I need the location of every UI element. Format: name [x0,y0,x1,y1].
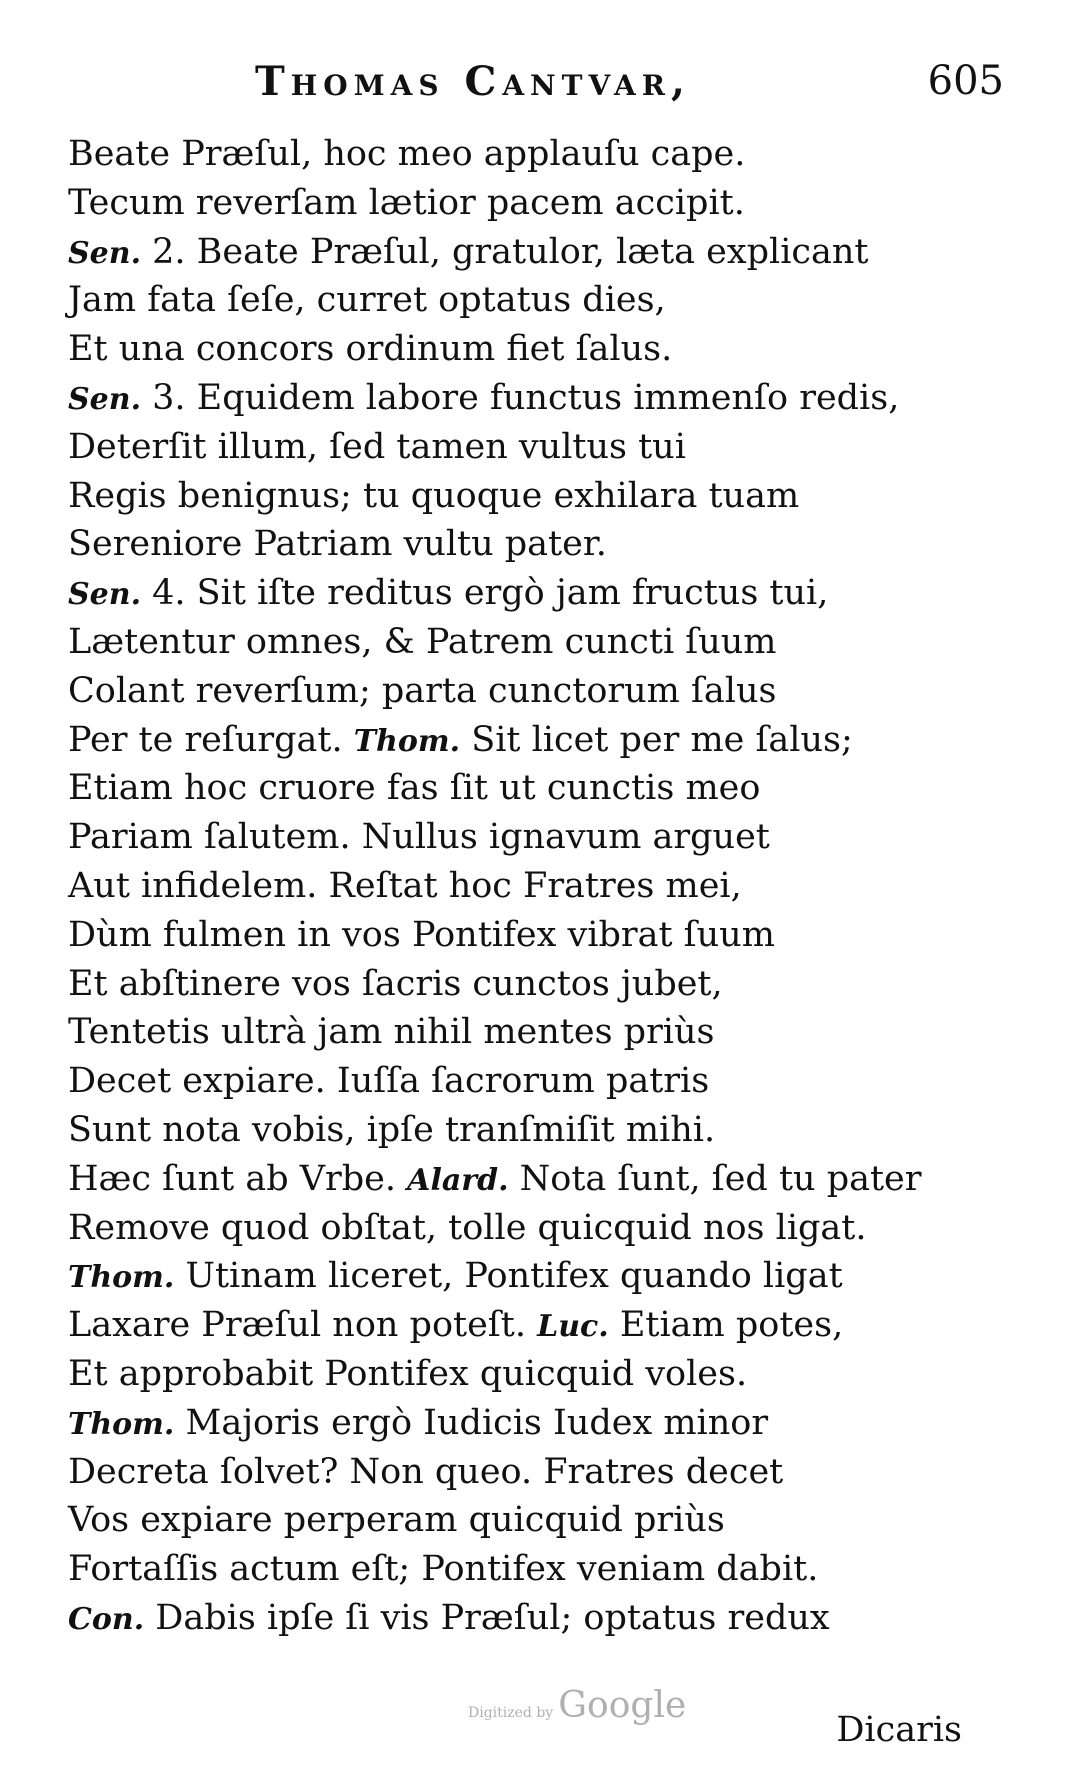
verse-text: Majoris ergò Iudicis Iudex minor [185,1402,769,1443]
text-line [68,764,968,813]
text-line [68,276,968,325]
verse-text: Vos expiare perperam quicquid priùs [68,1500,725,1541]
verse-text: Regis benignus; tu quoque exhilara tuam [68,475,800,516]
speaker-label: Sen. [68,381,142,417]
text-line [68,1057,968,1106]
verse-text: Decreta ſolvet? Non queo. Fratres decet [68,1451,784,1492]
verse-text: Colant reverſum; parta cunctorum ſalus [68,670,777,711]
verse-text: Sit licet per me ſalus; [471,719,853,760]
speaker-label: Luc. [537,1309,609,1345]
speaker-label: Thom. [68,1406,175,1442]
verse-text: Utinam liceret, Pontifex quando ligat [185,1256,843,1297]
google-logo: Google [558,1685,687,1726]
speaker-label: Sen. [68,577,142,613]
verse-text: Sereniore Patriam vultu pater. [68,524,607,565]
verse-text: Tentetis ultrà jam nihil mentes priùs [68,1012,715,1053]
text-line [68,911,968,960]
verse-text: Et una concors ordinum fiet ſalus. [68,329,673,370]
verse-text: 4. Sit iſte reditus ergò jam fructus tui, [152,573,829,614]
text-line [68,1301,968,1350]
speaker-label: Thom. [353,723,461,759]
text-line [68,1155,968,1204]
verse-text: Nota ſunt, ſed tu pater [519,1158,922,1199]
speaker-label: Alard. [407,1162,509,1198]
verse-text: 2. Beate Præſul, gratulor, læta explicant [152,231,869,272]
text-line [68,374,968,423]
text-line [68,423,968,472]
text-line [68,1252,968,1301]
text-line [68,1399,968,1448]
verse-text: Aut infidelem. Reſtat hoc Fratres mei, [68,865,742,906]
text-line [68,1448,968,1497]
text-line [68,325,968,374]
text-line [68,472,968,521]
verse-text: Hæc ſunt ab Vrbe. [68,1158,397,1199]
page-header [255,58,1004,110]
verse-text: Jam fata ſeſe, curret optatus dies, [68,280,666,321]
text-line [68,813,968,862]
digitization-watermark [468,1685,686,1726]
running-head: Thomas Cantvar, [255,58,691,105]
speaker-label: Sen. [68,235,142,271]
verse-text: Dùm fulmen in vos Pontifex vibrat ſuum [68,914,775,955]
verse-text: Lætentur omnes, & Patrem cuncti ſuum [68,621,777,662]
verse-text: Dabis ipſe ſi vis Præſul; optatus redux [155,1597,830,1638]
verse-text: Deterſit illum, ſed tamen vultus tui [68,426,686,467]
speaker-label: Thom. [68,1260,175,1296]
text-line [68,862,968,911]
text-line [68,667,968,716]
text-line [68,1008,968,1057]
catchword: Dicaris [836,1710,962,1750]
verse-text: Fortaſſis actum eſt; Pontifex veniam dabit. [68,1549,819,1590]
text-line [68,1496,968,1545]
text-line [68,1106,968,1155]
verse-text: Per te reſurgat. [68,719,343,760]
page-number: 605 [927,58,1004,104]
verse-text: Pariam ſalutem. Nullus ignavum arguet [68,817,770,858]
text-line [68,130,968,179]
watermark-prefix: Digitized by [468,1705,554,1721]
verse-text: Remove quod obſtat, tolle quicquid nos ligat. [68,1207,867,1248]
text-line [68,716,968,765]
verse-text: Laxare Præſul non poteſt. [68,1305,526,1346]
verse-text: Etiam hoc cruore fas ſit ut cunctis meo [68,768,761,809]
verse-text: Etiam potes, [619,1305,844,1346]
text-line [68,1545,968,1594]
verse-text: Tecum reverſam lætior pacem accipit. [68,182,745,223]
text-line [68,569,968,618]
text-line [68,1594,968,1643]
play-text [68,130,968,1643]
verse-text: Et approbabit Pontifex quicquid voles. [68,1353,748,1394]
text-line [68,1204,968,1253]
verse-text: Sunt nota vobis, ipſe tranſmiſit mihi. [68,1109,716,1150]
speaker-label: Con. [68,1601,145,1637]
verse-text: Decet expiare. Iuſſa ſacrorum patris [68,1061,710,1102]
verse-text: Et abſtinere vos ſacris cunctos jubet, [68,963,723,1004]
verse-text: 3. Equidem labore functus immenſo redis, [152,377,900,418]
text-line [68,1350,968,1399]
text-line [68,179,968,228]
text-line [68,520,968,569]
verse-text: Beate Præſul, hoc meo applauſu cape. [68,134,746,174]
text-line [68,618,968,667]
text-line [68,228,968,277]
text-line [68,960,968,1009]
